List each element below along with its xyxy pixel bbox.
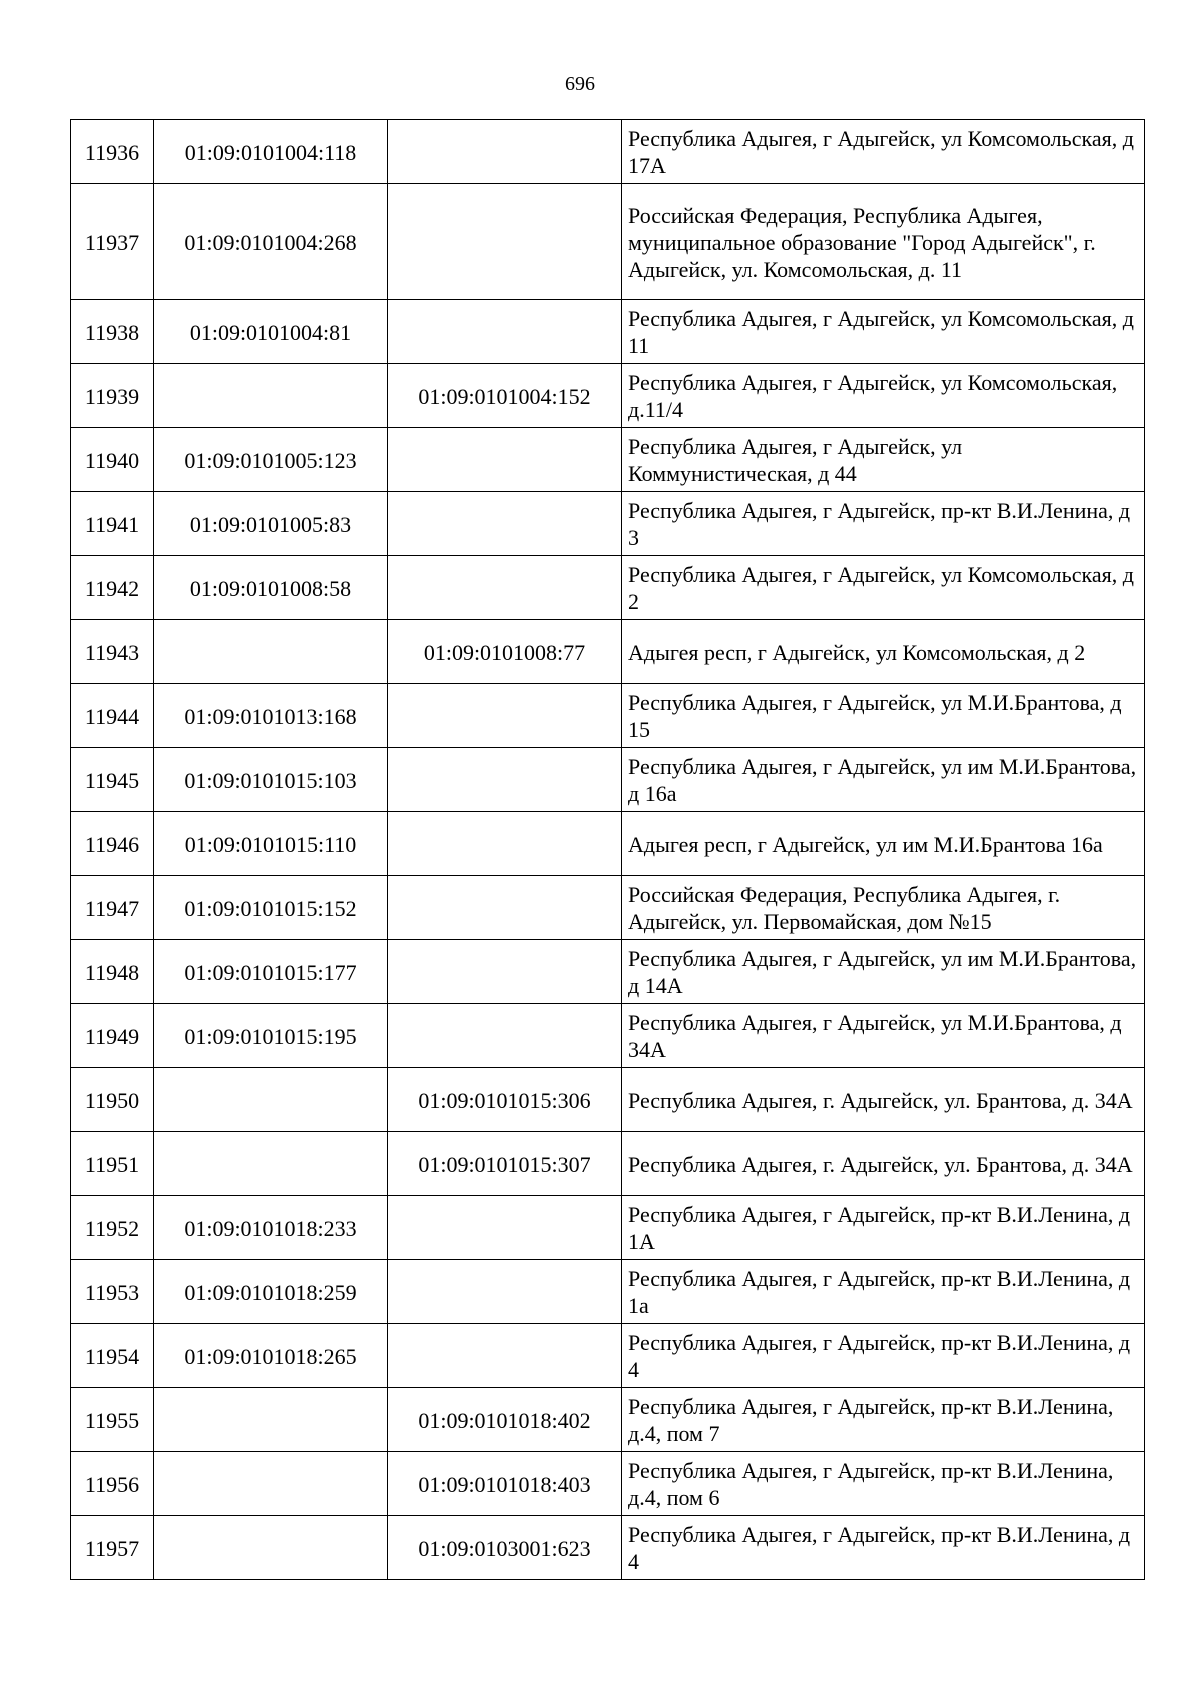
table-row [71,300,1145,364]
row-number: 11939 [71,364,154,428]
row-number: 11943 [71,620,154,684]
table-row [71,556,1145,620]
cadastral-number-primary [154,1452,388,1516]
address: Республика Адыгея, г Адыгейск, пр-кт В.И.Ленина, д 3 [622,492,1145,556]
cadastral-number-primary: 01:09:0101015:110 [154,812,388,876]
table-row [71,940,1145,1004]
address: Республика Адыгея, г Адыгейск, пр-кт В.И.Ленина, д 1А [622,1196,1145,1260]
row-number: 11937 [71,184,154,300]
address: Республика Адыгея, г Адыгейск, ул М.И.Брантова, д 15 [622,684,1145,748]
cadastral-number-primary [154,1132,388,1196]
cadastral-number-primary: 01:09:0101015:103 [154,748,388,812]
address: Российская Федерация, Республика Адыгея, г. Адыгейск, ул. Первомайская, дом №15 [622,876,1145,940]
address: Республика Адыгея, г Адыгейск, пр-кт В.И.Ленина, д.4, пом 7 [622,1388,1145,1452]
address: Республика Адыгея, г. Адыгейск, ул. Брантова, д. 34А [622,1068,1145,1132]
cadastral-number-primary: 01:09:0101013:168 [154,684,388,748]
row-number: 11956 [71,1452,154,1516]
row-number: 11938 [71,300,154,364]
row-number: 11957 [71,1516,154,1580]
cadastral-number-primary [154,1516,388,1580]
cadastral-number-primary: 01:09:0101015:177 [154,940,388,1004]
cadastral-number-primary [154,1068,388,1132]
address: Республика Адыгея, г Адыгейск, ул Коммунистическая, д 44 [622,428,1145,492]
cadastral-number-secondary [388,1196,622,1260]
table-row [71,492,1145,556]
cadastral-number-primary: 01:09:0101018:259 [154,1260,388,1324]
registry-table-body [71,120,1145,1580]
row-number: 11946 [71,812,154,876]
cadastral-number-secondary [388,684,622,748]
cadastral-number-secondary: 01:09:0101008:77 [388,620,622,684]
cadastral-number-secondary: 01:09:0103001:623 [388,1516,622,1580]
cadastral-number-secondary [388,556,622,620]
row-number: 11952 [71,1196,154,1260]
cadastral-number-primary: 01:09:0101004:268 [154,184,388,300]
row-number: 11955 [71,1388,154,1452]
address: Республика Адыгея, г Адыгейск, ул им М.И.Брантова, д 16а [622,748,1145,812]
table-row [71,1260,1145,1324]
row-number: 11953 [71,1260,154,1324]
cadastral-number-primary: 01:09:0101005:123 [154,428,388,492]
table-row [71,1196,1145,1260]
table-row [71,1452,1145,1516]
table-row [71,1068,1145,1132]
row-number: 11942 [71,556,154,620]
row-number: 11950 [71,1068,154,1132]
cadastral-number-secondary [388,1260,622,1324]
cadastral-number-secondary: 01:09:0101015:307 [388,1132,622,1196]
address: Адыгея респ, г Адыгейск, ул им М.И.Брантова 16а [622,812,1145,876]
registry-table [70,119,1145,1580]
address: Республика Адыгея, г Адыгейск, ул Комсомольская, д.11/4 [622,364,1145,428]
cadastral-number-secondary: 01:09:0101004:152 [388,364,622,428]
row-number: 11941 [71,492,154,556]
row-number: 11949 [71,1004,154,1068]
cadastral-number-secondary: 01:09:0101018:403 [388,1452,622,1516]
row-number: 11940 [71,428,154,492]
cadastral-number-secondary [388,876,622,940]
cadastral-number-primary: 01:09:0101004:81 [154,300,388,364]
cadastral-number-secondary [388,120,622,184]
row-number: 11951 [71,1132,154,1196]
table-row [71,876,1145,940]
cadastral-number-secondary [388,492,622,556]
table-row [71,1516,1145,1580]
address: Республика Адыгея, г Адыгейск, пр-кт В.И.Ленина, д 1а [622,1260,1145,1324]
table-row [71,364,1145,428]
address: Республика Адыгея, г. Адыгейск, ул. Брантова, д. 34А [622,1132,1145,1196]
address: Республика Адыгея, г Адыгейск, пр-кт В.И.Ленина, д.4, пом 6 [622,1452,1145,1516]
row-number: 11948 [71,940,154,1004]
cadastral-number-secondary [388,300,622,364]
row-number: 11947 [71,876,154,940]
table-row [71,812,1145,876]
row-number: 11945 [71,748,154,812]
table-row [71,1324,1145,1388]
table-row [71,1388,1145,1452]
cadastral-number-secondary [388,1004,622,1068]
cadastral-number-primary: 01:09:0101018:265 [154,1324,388,1388]
cadastral-number-secondary [388,748,622,812]
cadastral-number-primary: 01:09:0101015:195 [154,1004,388,1068]
address: Республика Адыгея, г Адыгейск, ул Комсомольская, д 11 [622,300,1145,364]
cadastral-number-secondary [388,812,622,876]
cadastral-number-primary: 01:09:0101015:152 [154,876,388,940]
cadastral-number-secondary [388,1324,622,1388]
cadastral-number-primary [154,364,388,428]
table-row [71,748,1145,812]
address: Адыгея респ, г Адыгейск, ул Комсомольская, д 2 [622,620,1145,684]
table-row [71,184,1145,300]
address: Республика Адыгея, г Адыгейск, ул им М.И.Брантова, д 14А [622,940,1145,1004]
row-number: 11944 [71,684,154,748]
table-row [71,1004,1145,1068]
cadastral-number-primary: 01:09:0101005:83 [154,492,388,556]
table-row [71,684,1145,748]
address: Республика Адыгея, г Адыгейск, ул Комсомольская, д 2 [622,556,1145,620]
cadastral-number-secondary: 01:09:0101018:402 [388,1388,622,1452]
cadastral-number-primary: 01:09:0101018:233 [154,1196,388,1260]
table-row [71,120,1145,184]
address: Республика Адыгея, г Адыгейск, ул М.И.Брантова, д 34А [622,1004,1145,1068]
cadastral-number-primary: 01:09:0101004:118 [154,120,388,184]
cadastral-number-secondary [388,184,622,300]
address: Республика Адыгея, г Адыгейск, пр-кт В.И.Ленина, д 4 [622,1324,1145,1388]
address: Республика Адыгея, г Адыгейск, ул Комсомольская, д 17А [622,120,1145,184]
table-row [71,428,1145,492]
table-row [71,1132,1145,1196]
cadastral-number-secondary [388,940,622,1004]
cadastral-number-primary [154,620,388,684]
table-row [71,620,1145,684]
page-number: 696 [565,73,595,95]
cadastral-number-secondary: 01:09:0101015:306 [388,1068,622,1132]
cadastral-number-primary: 01:09:0101008:58 [154,556,388,620]
row-number: 11954 [71,1324,154,1388]
address: Российская Федерация, Республика Адыгея, муниципальное образование "Город Адыгейск", г. Адыгейск, ул. Комсомольская, д. 11 [622,184,1145,300]
cadastral-number-primary [154,1388,388,1452]
row-number: 11936 [71,120,154,184]
cadastral-number-secondary [388,428,622,492]
address: Республика Адыгея, г Адыгейск, пр-кт В.И.Ленина, д 4 [622,1516,1145,1580]
